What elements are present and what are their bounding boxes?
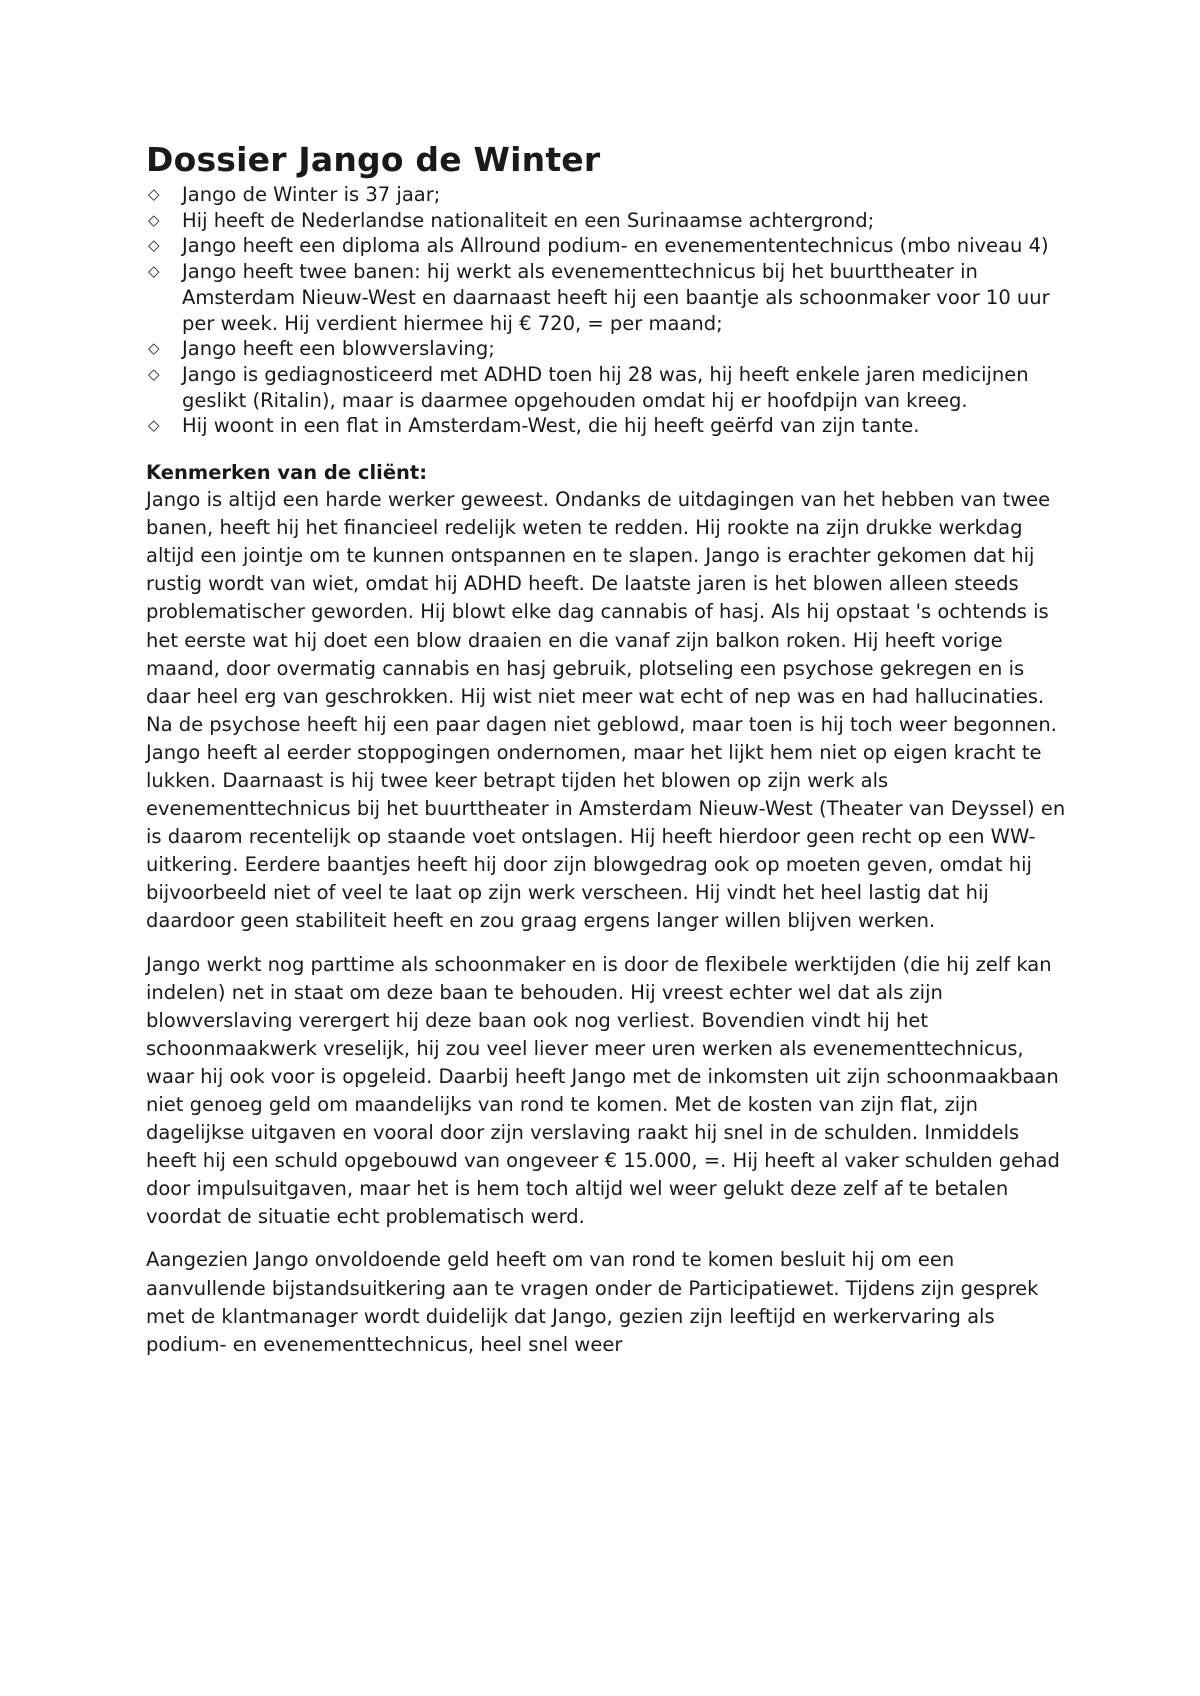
list-item — [146, 336, 1066, 362]
list-item — [146, 208, 1066, 234]
body-paragraph: Aangezien Jango onvoldoende geld heeft om van rond te komen besluit hij om een aanvullende bijstandsuitkering aan te vragen onder de Participatiewet. Tijdens zijn gesprek met de klantmanager wordt duidelijk dat Jango, gezien zijn leeftijd en werkervaring als podium- en evenementtechnicus, heel snel weer — [146, 1248, 1039, 1356]
fact-text: Hij heeft de Nederlandse nationaliteit en een Surinaamse achtergrond; — [182, 208, 875, 232]
list-item — [146, 362, 1066, 413]
section-heading: Kenmerken van de cliënt: — [146, 461, 428, 485]
fact-text: Jango is gediagnosticeerd met ADHD toen hij 28 was, hij heeft enkele jaren medicijnen geslikt (Ritalin), maar is daarmee opgehouden omdat hij er hoofdpijn van kreeg. — [182, 362, 1029, 412]
fact-text: Jango de Winter is 37 jaar; — [182, 183, 441, 206]
fact-text: Jango heeft een diploma als Allround podium- en evenemententechnicus (mbo niveau 4) — [182, 234, 1049, 258]
list-item — [146, 259, 1066, 336]
fact-text: Jango heeft twee banen: hij werkt als evenementtechnicus bij het buurttheater in Amsterdam Nieuw-West en daarnaast heeft hij een baantje als schoonmaker voor 10 uur per week. Hij verdient hiermee hij € 720, = per maand; — [182, 260, 1050, 335]
list-item — [146, 182, 1066, 208]
body-paragraph: Jango is altijd een harde werker geweest. Ondanks de uitdagingen van het hebben van twee banen, heeft hij het financieel redelijk weten te redden. Hij rookte na zijn drukke werkdag altijd een jointje om te kunnen ontspannen en te slapen. Jango is erachter gekomen dat hij rustig wordt van wiet, omdat hij ADHD heeft. De laatste jaren is het blowen alleen steeds problematischer geworden. Hij blowt elke dag cannabis of hasj. Als hij opstaat 's ochtends is het eerste wat hij doet een blow draaien en die vanaf zijn balkon roken. Hij heeft vorige maand, door overmatig cannabis en hasj gebruik, plotseling een psychose gekregen en is daar heel erg van geschrokken. Hij wist niet meer wat echt of nep was en had hallucinaties. Na de psychose heeft hij een paar dagen niet geblowd, maar toen is hij toch weer begonnen. Jango heeft al eerder stoppogingen ondernomen, maar het lijkt hem niet op eigen kracht te lukken. Daarnaast is hij twee keer betrapt tijden het blowen op zijn werk als evenementtechnicus bij het buurttheater in Amsterdam Nieuw-West (Theater van Deyssel) en is daarom recentelijk op staande voet ontslagen. Hij heeft hierdoor geen recht op een WW-uitkering. Eerdere baantjes heeft hij door zijn blowgedrag ook op moeten geven, omdat hij bijvoorbeeld niet of veel te laat op zijn werk verscheen. Hij vindt het heel lastig dat hij daardoor geen stabiliteit heeft en zou graag ergens langer willen blijven werken. — [146, 488, 1066, 933]
fact-text: Hij woont in een flat in Amsterdam-West, die hij heeft geërfd van zijn tante. — [182, 414, 920, 438]
diamond-bullet-icon: ◇ — [148, 236, 160, 255]
diamond-bullet-icon: ◇ — [148, 364, 160, 383]
diamond-bullet-icon: ◇ — [148, 185, 160, 203]
fact-text: Jango heeft een blowverslaving; — [182, 337, 495, 361]
list-item — [146, 233, 1066, 259]
diamond-bullet-icon: ◇ — [148, 210, 160, 229]
facts-list — [146, 182, 1066, 439]
list-item — [146, 413, 1066, 439]
diamond-bullet-icon: ◇ — [148, 262, 160, 281]
diamond-bullet-icon: ◇ — [148, 339, 160, 358]
document-title: Dossier Jango de Winter — [146, 140, 601, 179]
diamond-bullet-icon: ◇ — [148, 416, 160, 435]
document-page — [146, 140, 1066, 1374]
body-paragraph: Jango werkt nog parttime als schoonmaker en is door de flexibele werktijden (die hij zelf kan indelen) net in staat om deze baan te behouden. Hij vreest echter wel dat als zijn blowverslaving verergert hij deze baan ook nog verliest. Bovendien vindt hij het schoonmaakwerk vreselijk, hij zou veel liever meer uren werken als evenementtechnicus, waar hij ook voor is opgeleid. Daarbij heeft Jango met de inkomsten uit zijn schoonmaakbaan niet genoeg geld om maandelijks van rond te komen. Met de kosten van zijn flat, zijn dagelijkse uitgaven en vooral door zijn verslaving raakt hij snel in de schulden. Inmiddels heeft hij een schuld opgebouwd van ongeveer € 15.000, =. Hij heeft al vaker schulden gehad door impulsuitgaven, maar het is hem toch altijd wel weer gelukt deze zelf af te betalen voordat de situatie echt problematisch werd. — [146, 952, 1060, 1229]
